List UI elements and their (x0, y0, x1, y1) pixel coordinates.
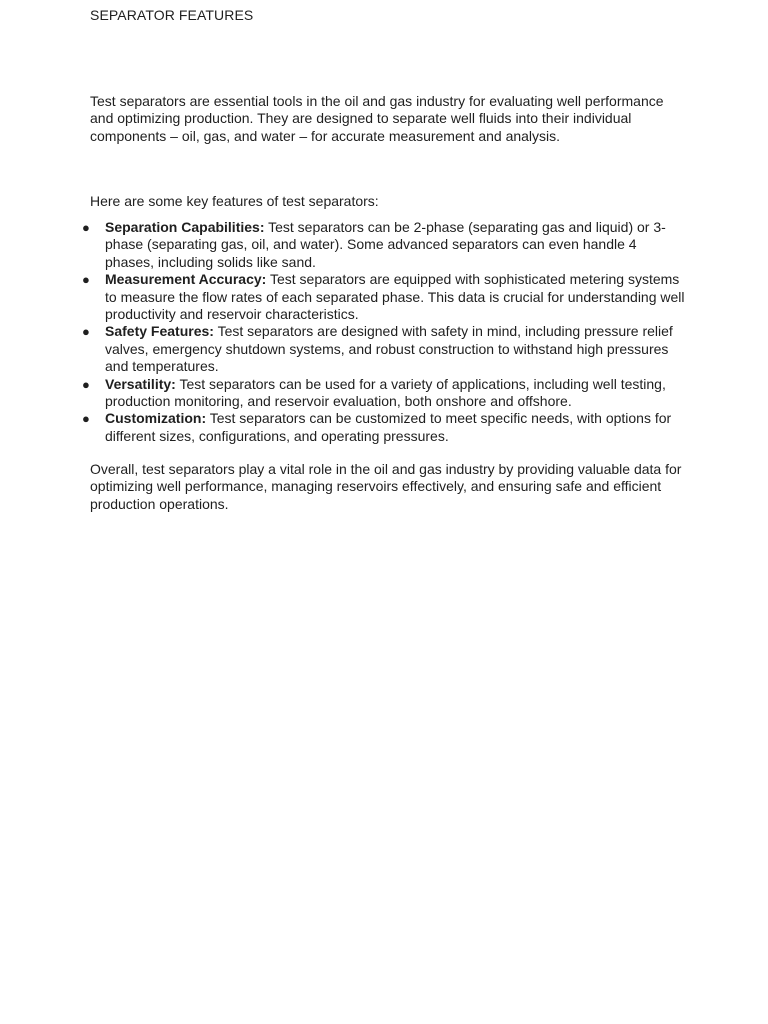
feature-item-separation-capabilities (82, 219, 685, 271)
intro-paragraph: Test separators are essential tools in the oil and gas industry for evaluating well performance and optimizing production. They are designed to separate well fluids into their individual components – oil, gas, and water – for accurate measurement and analysis. (90, 93, 664, 144)
feature-item-measurement-accuracy (82, 271, 685, 323)
feature-description: Test separators are designed with safety in mind, including pressure relief valves, emergency shutdown systems, and robust construction to withstand high pressures and temperatures. (105, 323, 673, 375)
feature-term: Separation Capabilities: (105, 219, 265, 235)
feature-term: Customization: (105, 410, 207, 427)
bullet-icon: ● (82, 411, 90, 427)
feature-description: Test separators are equipped with sophisticated metering systems to measure the flow rates of each separated phase. This data is crucial for understanding well productivity and reservoir characteristics. (105, 271, 685, 323)
feature-term: Measurement Accuracy: (105, 271, 267, 288)
feature-item-safety-features (82, 323, 685, 375)
bullet-icon: ● (82, 324, 90, 340)
bullet-icon: ● (82, 220, 90, 235)
feature-description: Test separators can be used for a variety of applications, including well testing, production monitoring, and reservoir evaluation, both onshore and offshore. (105, 375, 666, 410)
bullet-icon: ● (82, 376, 90, 392)
bullet-icon: ● (82, 272, 90, 288)
conclusion-paragraph: Overall, test separators play a vital role in the oil and gas industry by providing valuable data for optimizing well performance, managing reservoirs effectively, and ensuring safe and efficient production operations. (90, 461, 682, 512)
feature-description: Test separators can be customized to meet specific needs, with options for different sizes, configurations, and operating pressures. (105, 410, 672, 444)
feature-item-versatility (82, 375, 685, 411)
features-lead-in: Here are some key features of test separators: (90, 193, 379, 209)
feature-term: Versatility: (105, 375, 176, 392)
feature-description: Test separators can be 2-phase (separating gas and liquid) or 3-phase (separating gas, oil, and water). Some advanced separators can even handle 4 phases, including solids like sand. (105, 219, 666, 270)
features-list (82, 219, 685, 445)
feature-term: Safety Features: (105, 323, 214, 340)
document-title: SEPARATOR FEATURES (90, 7, 254, 23)
feature-item-customization (82, 410, 685, 445)
